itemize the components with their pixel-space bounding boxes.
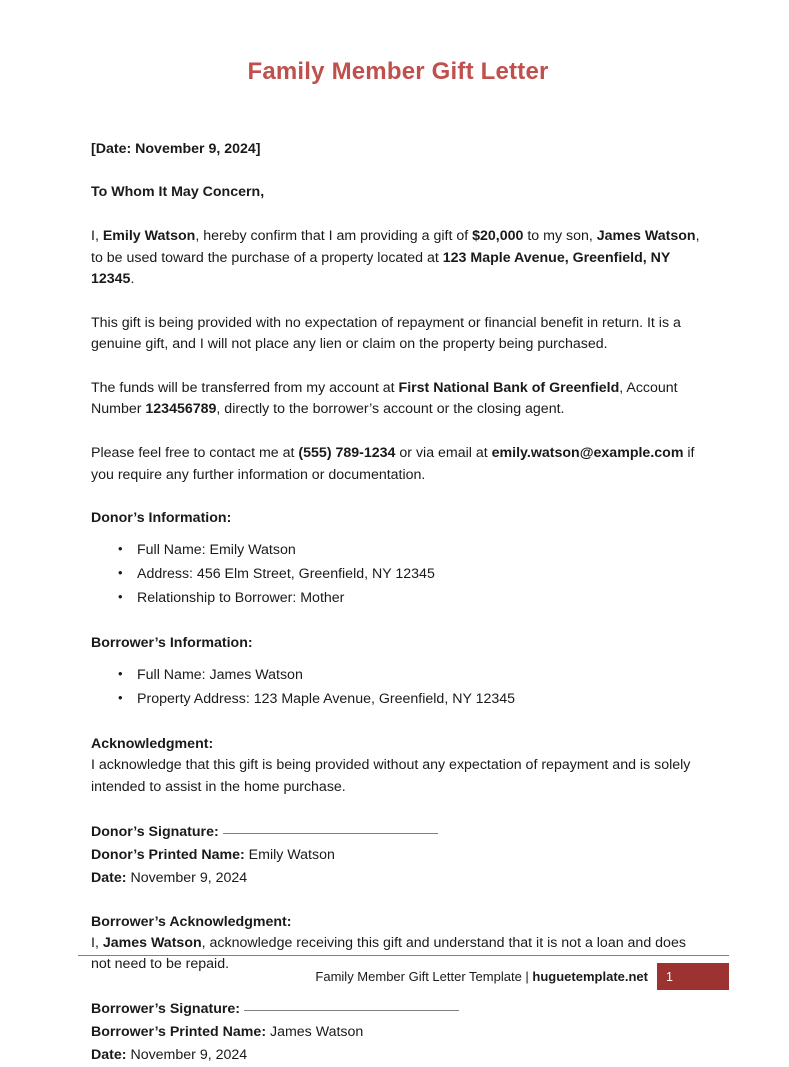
- acknowledgment-heading-colon: :: [208, 736, 214, 753]
- list-item: • Property Address: 123 Maple Avenue, Greenfield, NY 12345: [91, 688, 705, 712]
- footer-content: [78, 963, 729, 990]
- page-number: 1: [666, 969, 673, 984]
- borrower-signature-colon: :: [235, 1000, 241, 1017]
- footer-template-name: Family Member Gift Letter Template: [315, 969, 522, 984]
- document-body: [91, 0, 705, 1067]
- intro-mid-2: to my son,: [523, 227, 597, 244]
- borrower-date-colon: :: [121, 1046, 127, 1063]
- donor-signature-colon: :: [213, 823, 219, 840]
- donor-information-heading-text: Donor’s Information: [91, 510, 227, 527]
- borrower-information-heading-text: Borrower’s Information: [91, 635, 248, 652]
- donor-printed-name-row: [91, 844, 705, 867]
- borrower-information-heading-colon: :: [247, 635, 253, 652]
- donor-information-list: [91, 539, 705, 611]
- intro-suffix: .: [130, 271, 135, 288]
- list-item: • Address: 456 Elm Street, Greenfield, NY 12345: [91, 563, 705, 587]
- list-item: • Full Name: Emily Watson: [91, 539, 705, 563]
- bank-name: First National Bank of Greenfield: [398, 379, 620, 396]
- contact-paragraph: [91, 443, 705, 486]
- intro-prefix: I,: [91, 227, 103, 244]
- donor-signature-line[interactable]: [223, 833, 438, 834]
- borrower-signature-line[interactable]: [244, 1010, 459, 1011]
- donor-date-colon: :: [121, 869, 127, 886]
- borrower-signature-row: [91, 998, 705, 1021]
- email-address: emily.watson@example.com: [491, 445, 684, 461]
- no-repayment-paragraph: This gift is being provided with no expectation of repayment or financial benefit in return. It is a genuine gift, and I will not place any lien or claim on the property being purchased.: [91, 314, 681, 353]
- borrower-ack-suffix: , acknowledge receiving this gift and understand that it is not a loan and does not need to be repaid.: [91, 934, 686, 973]
- footer-text: [315, 969, 657, 984]
- date-line-text: [Date: November 9, 2024]: [91, 140, 261, 157]
- page-footer: [78, 955, 729, 990]
- funds-mid: , Account Number: [91, 379, 678, 418]
- salutation-text: To Whom It May Concern,: [91, 184, 265, 201]
- borrower-name-inline: James Watson: [596, 227, 696, 244]
- borrower-printed-name-colon: :: [261, 1023, 267, 1040]
- account-number: 123456789: [145, 401, 217, 418]
- donor-date-value: November 9, 2024: [126, 869, 248, 886]
- donor-printed-name-colon: :: [240, 846, 245, 863]
- donor-signature-row: [91, 821, 705, 844]
- contact-prefix: Please feel free to contact me at: [91, 445, 299, 461]
- acknowledgment-body: I acknowledge that this gift is being provided without any expectation of repayment and is solely intended to assist in the home purchase.: [91, 757, 691, 795]
- borrower-acknowledgment-heading-colon: :: [286, 913, 292, 930]
- donor-printed-name-value: Emily Watson: [244, 846, 335, 863]
- borrower-signature-label: Borrower’s Signature: [91, 1000, 236, 1017]
- borrower-date-label: Date: [91, 1046, 122, 1063]
- footer-separator: |: [521, 969, 533, 984]
- donor-information-heading: [91, 508, 705, 529]
- property-address-inline: 123 Maple Avenue, Greenfield, NY 12345: [91, 249, 671, 288]
- borrower-date-value: November 9, 2024: [126, 1046, 248, 1063]
- borrower-acknowledgment-heading-text: Borrower’s Acknowledgment: [91, 913, 287, 930]
- borrower-information-list: [91, 664, 705, 712]
- gift-amount: $20,000: [472, 227, 524, 244]
- borrower-printed-name-value: James Watson: [266, 1023, 364, 1040]
- borrower-ack-name: James Watson: [102, 934, 202, 951]
- intro-mid-3: , to be used toward the purchase of a property located at: [91, 227, 700, 266]
- contact-suffix: if you require any further information or documentation.: [91, 445, 695, 483]
- borrower-printed-name-row: [91, 1021, 705, 1044]
- contact-mid: or via email at: [395, 445, 492, 461]
- phone-number: (555) 789-1234: [298, 445, 396, 461]
- intro-paragraph: [91, 226, 705, 291]
- donor-signature-label: Donor’s Signature: [91, 823, 214, 840]
- borrower-printed-name-label: Borrower’s Printed Name: [91, 1023, 262, 1040]
- list-item: • Full Name: James Watson: [91, 664, 705, 688]
- intro-mid-1: , hereby confirm that I am providing a gift of: [195, 227, 473, 244]
- borrower-date-row: [91, 1044, 705, 1067]
- funds-suffix: , directly to the borrower’s account or the closing agent.: [216, 401, 565, 418]
- donor-date-row: [91, 867, 705, 890]
- donor-name-inline: Emily Watson: [102, 227, 196, 244]
- donor-date-label: Date: [91, 869, 122, 886]
- salutation: [91, 182, 705, 204]
- acknowledgment-heading: [91, 734, 705, 755]
- funds-prefix: The funds will be transferred from my account at: [91, 379, 399, 396]
- borrower-ack-prefix: I,: [91, 934, 103, 951]
- donor-printed-name-label: Donor’s Printed Name: [91, 846, 240, 863]
- donor-information-heading-colon: :: [226, 510, 232, 527]
- footer-divider: [78, 955, 729, 956]
- date-line: [91, 139, 705, 161]
- page-number-badge: [657, 963, 729, 990]
- acknowledgment-heading-text: Acknowledgment: [91, 736, 209, 753]
- borrower-information-heading: [91, 633, 705, 654]
- footer-site-link[interactable]: huguetemplate.net: [532, 969, 648, 984]
- funds-paragraph: [91, 378, 705, 421]
- page-title: Family Member Gift Letter: [247, 58, 549, 85]
- list-item: • Relationship to Borrower: Mother: [91, 587, 705, 611]
- borrower-acknowledgment-heading: [91, 912, 705, 933]
